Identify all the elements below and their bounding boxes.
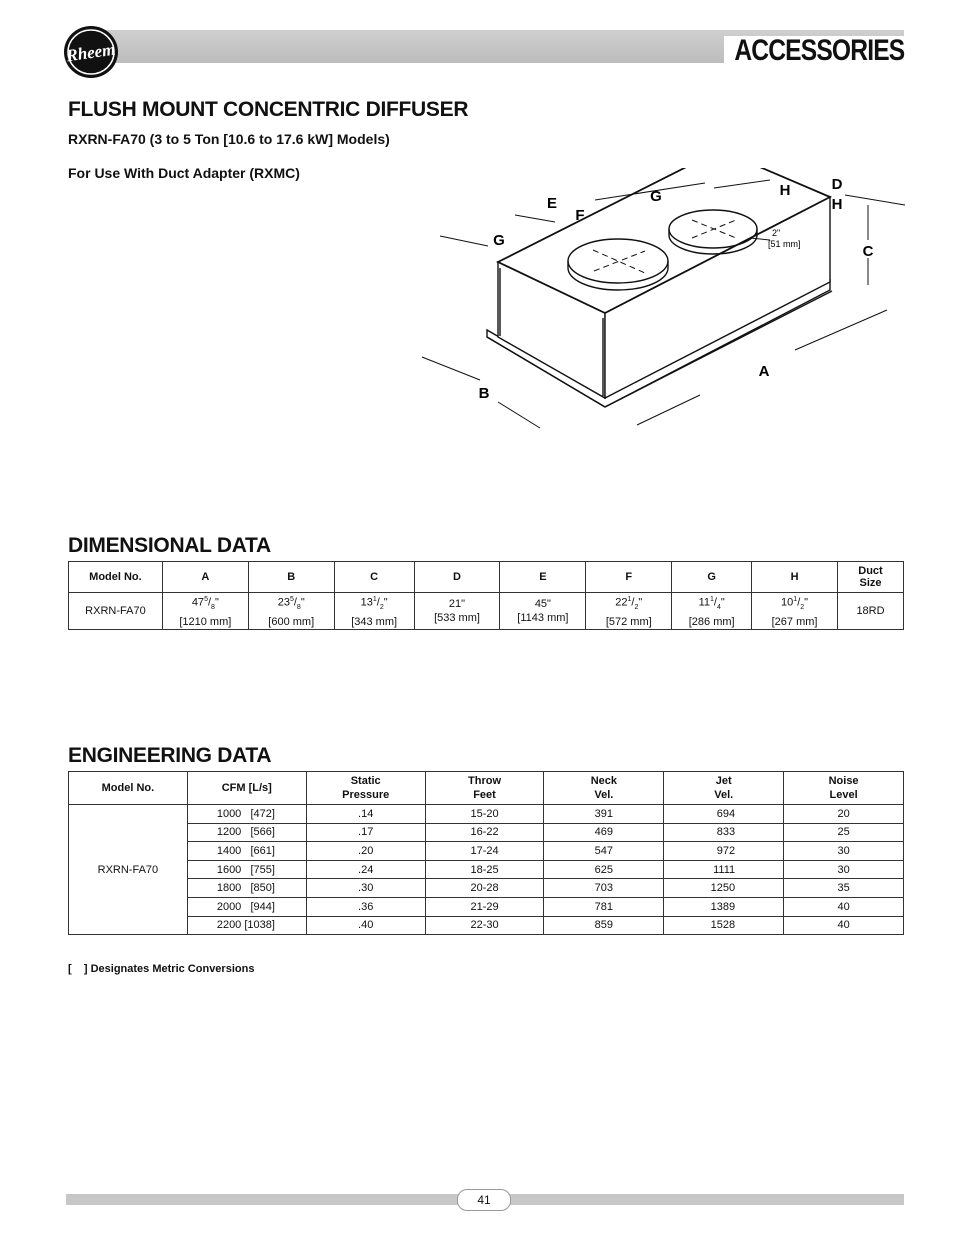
- cell-static-pressure: .24: [306, 860, 425, 879]
- cell-e: 45" [1143 mm]: [500, 593, 586, 630]
- engineering-table: [68, 771, 904, 935]
- label-b: B: [478, 385, 490, 402]
- cell-neck-vel: 703: [544, 879, 664, 898]
- cell-a: $47^5/_8$" [1210 mm]: [162, 593, 248, 630]
- section-title-diffuser: FLUSH MOUNT CONCENTRIC DIFFUSER: [68, 98, 469, 121]
- cell-cfm: 1200 [566]: [187, 823, 306, 842]
- label-h1: H: [779, 182, 791, 199]
- col-model: Model No.: [69, 562, 163, 593]
- cell-static-pressure: .14: [306, 805, 425, 824]
- cell-cfm: 1600 [755]: [187, 860, 306, 879]
- section-title-dimensional: DIMENSIONAL DATA: [68, 534, 271, 557]
- cell-throw: 21-29: [425, 897, 544, 916]
- cell-throw: 18-25: [425, 860, 544, 879]
- cell-cfm: 2000 [944]: [187, 897, 306, 916]
- table-row: [69, 897, 904, 916]
- cell-throw: 22-30: [425, 916, 544, 935]
- cell-static-pressure: .17: [306, 823, 425, 842]
- label-g2: G: [493, 232, 505, 249]
- cell-static-pressure: .40: [306, 916, 425, 935]
- cell-jet-vel: 1528: [664, 916, 784, 935]
- cell-neck-vel: 781: [544, 897, 664, 916]
- cell-throw: 20-28: [425, 879, 544, 898]
- cell-static-pressure: .30: [306, 879, 425, 898]
- table-row: [69, 860, 904, 879]
- model-subtitle: RXRN-FA70 (3 to 5 Ton [10.6 to 17.6 kW] Models): [68, 131, 390, 147]
- label-h2: H: [831, 196, 843, 213]
- cell-static-pressure: .20: [306, 842, 425, 861]
- col-a: A: [162, 562, 248, 593]
- table-row: [69, 842, 904, 861]
- col-duct-size: Duct Size: [838, 562, 904, 593]
- label-a: A: [758, 363, 770, 380]
- table-row: [69, 879, 904, 898]
- cell-jet-vel: 1111: [664, 860, 784, 879]
- cell-neck-vel: 859: [544, 916, 664, 935]
- cell-model: RXRN-FA70: [69, 805, 188, 935]
- col-c: C: [334, 562, 414, 593]
- cell-neck-vel: 547: [544, 842, 664, 861]
- engineering-header-row: [69, 772, 904, 805]
- cell-b: $23^5/_8$" [600 mm]: [248, 593, 334, 630]
- col-noise-level: Noise Level: [784, 772, 904, 805]
- cell-noise-level: 25: [784, 823, 904, 842]
- col-jet-vel: Jet Vel.: [664, 772, 784, 805]
- cell-throw: 17-24: [425, 842, 544, 861]
- cell-noise-level: 20: [784, 805, 904, 824]
- col-cfm: CFM [L/s]: [187, 772, 306, 805]
- table-row: [69, 805, 904, 824]
- cell-d: 21" [533 mm]: [414, 593, 500, 630]
- page-number: 41: [457, 1189, 511, 1211]
- cell-noise-level: 30: [784, 860, 904, 879]
- cell-g: $11^1/_4$" [286 mm]: [672, 593, 752, 630]
- table-row: [69, 916, 904, 935]
- cell-neck-vel: 391: [544, 805, 664, 824]
- dimensional-header-row: [69, 562, 904, 593]
- cell-neck-vel: 469: [544, 823, 664, 842]
- rheem-logo: [62, 24, 124, 80]
- cell-duct-size: 18RD: [838, 593, 904, 630]
- cell-noise-level: 30: [784, 842, 904, 861]
- col-neck-vel: Neck Vel.: [544, 772, 664, 805]
- dim-note-mm: [51 mm]: [768, 239, 801, 249]
- label-c: C: [862, 243, 874, 260]
- cell-neck-vel: 625: [544, 860, 664, 879]
- cell-jet-vel: 972: [664, 842, 784, 861]
- cell-f: $22^1/_2$" [572 mm]: [586, 593, 672, 630]
- section-title-engineering: ENGINEERING DATA: [68, 744, 272, 767]
- cell-throw: 15-20: [425, 805, 544, 824]
- cell-h: $10^1/_2$" [267 mm]: [752, 593, 838, 630]
- cell-model: RXRN-FA70: [69, 593, 163, 630]
- cell-jet-vel: 1250: [664, 879, 784, 898]
- col-d: D: [414, 562, 500, 593]
- cell-noise-level: 40: [784, 916, 904, 935]
- cell-jet-vel: 833: [664, 823, 784, 842]
- col-h: H: [752, 562, 838, 593]
- col-e: E: [500, 562, 586, 593]
- col-throw: Throw Feet: [425, 772, 544, 805]
- svg-text:Rheem: Rheem: [65, 39, 117, 66]
- cell-cfm: 2200 [1038]: [187, 916, 306, 935]
- label-g1: G: [650, 188, 662, 205]
- cell-throw: 16-22: [425, 823, 544, 842]
- cell-jet-vel: 1389: [664, 897, 784, 916]
- label-e: E: [546, 195, 558, 212]
- col-model: Model No.: [69, 772, 188, 805]
- dim-note-inch: 2": [772, 228, 781, 238]
- dimensional-table: [68, 561, 904, 630]
- table-row: [69, 823, 904, 842]
- cell-jet-vel: 694: [664, 805, 784, 824]
- cell-cfm: 1400 [661]: [187, 842, 306, 861]
- col-g: G: [672, 562, 752, 593]
- cell-cfm: 1000 [472]: [187, 805, 306, 824]
- col-b: B: [248, 562, 334, 593]
- cell-noise-level: 35: [784, 879, 904, 898]
- metric-footnote: [ ] Designates Metric Conversions: [68, 963, 255, 975]
- table-row: [69, 593, 904, 630]
- usage-note: For Use With Duct Adapter (RXMC): [68, 165, 300, 181]
- label-f: F: [575, 207, 585, 224]
- col-static-pressure: Static Pressure: [306, 772, 425, 805]
- cell-c: $13^1/_2$" [343 mm]: [334, 593, 414, 630]
- cell-static-pressure: .36: [306, 897, 425, 916]
- cell-cfm: 1800 [850]: [187, 879, 306, 898]
- cell-noise-level: 40: [784, 897, 904, 916]
- page-title: ACCESSORIES: [733, 34, 904, 67]
- diffuser-diagram: [415, 168, 915, 448]
- col-f: F: [586, 562, 672, 593]
- label-d: D: [831, 176, 843, 193]
